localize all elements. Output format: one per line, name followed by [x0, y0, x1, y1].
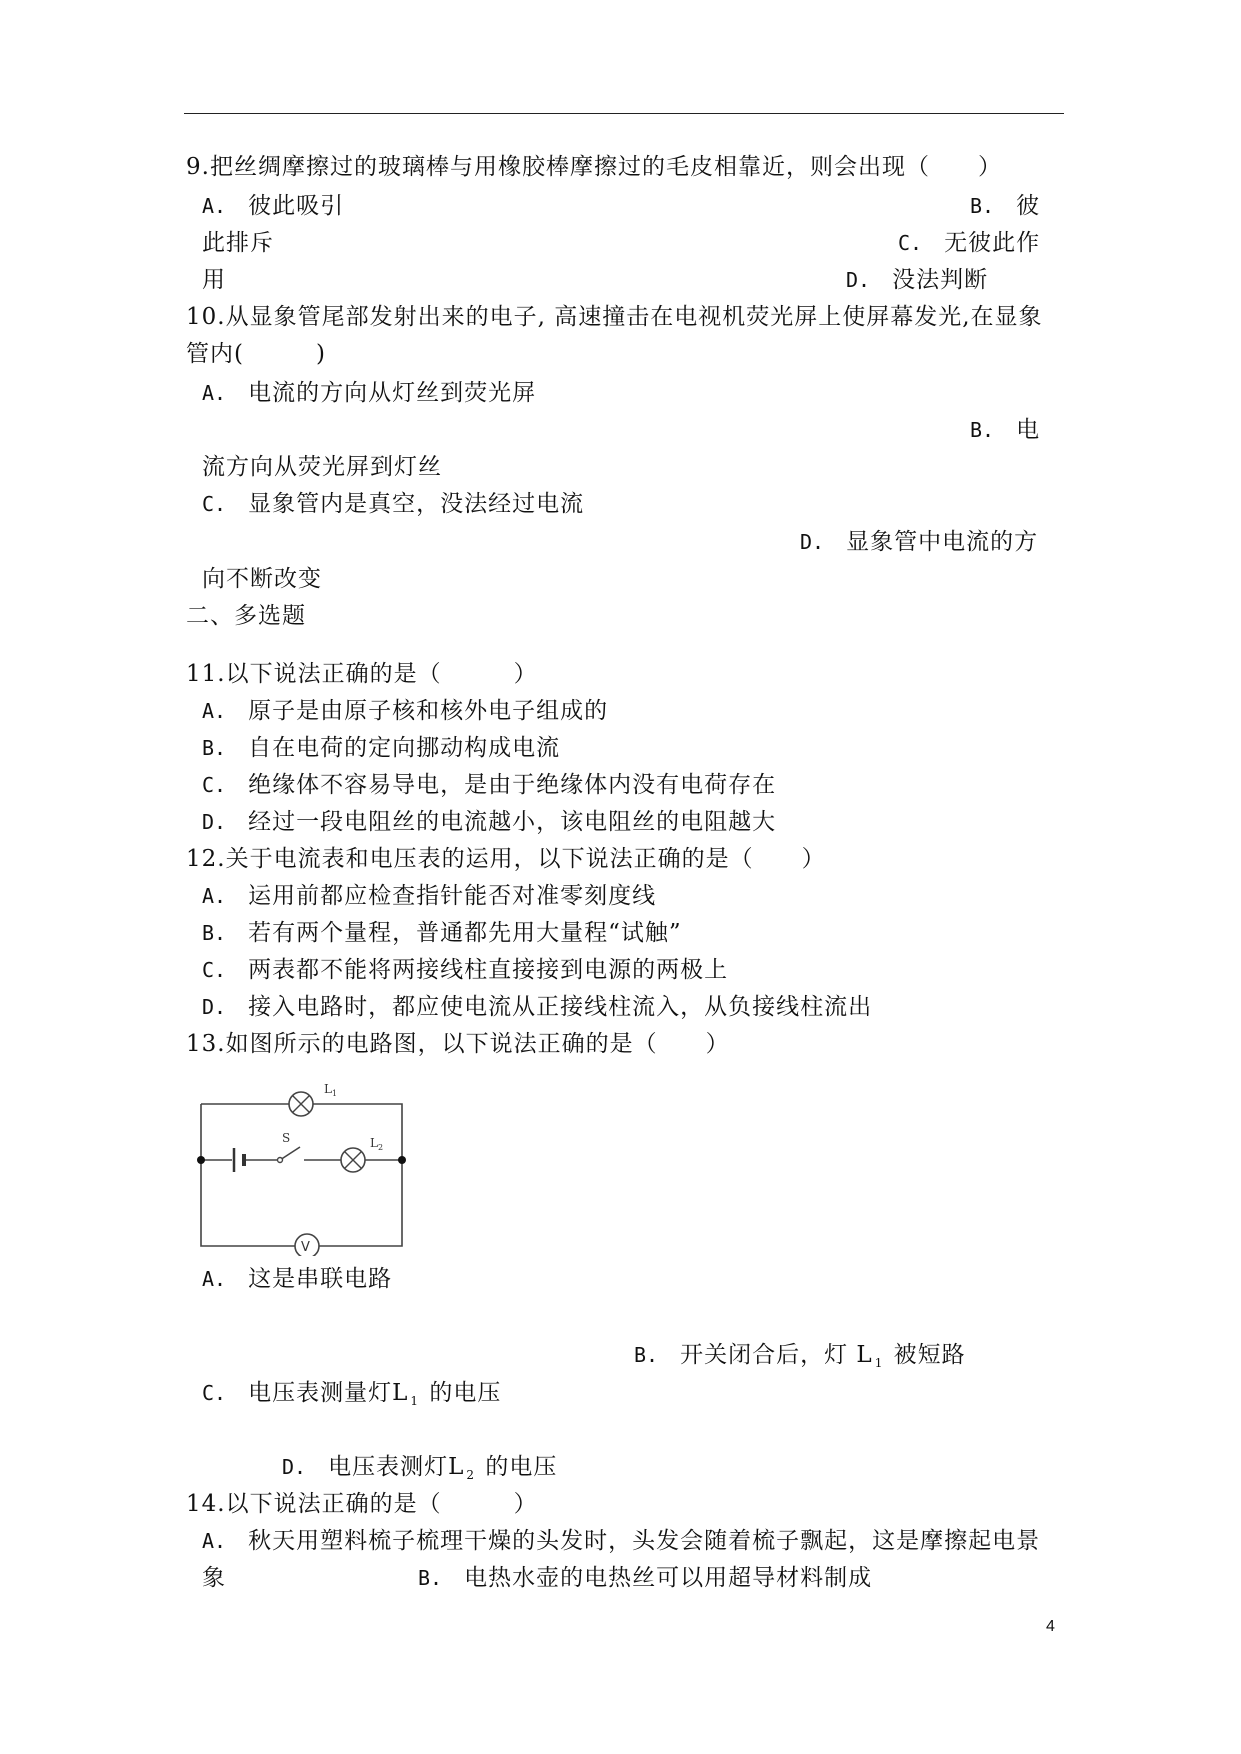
q12-option-d[interactable]: [202, 992, 872, 1022]
q13-option-b-label: B.: [634, 1343, 659, 1367]
q13-option-a-text: 这是串联电路: [248, 1266, 393, 1292]
q14-option-a[interactable]: [202, 1526, 1040, 1556]
q13-option-d-pre: 电压表测灯L: [328, 1454, 465, 1480]
q10-option-a-label: A.: [202, 381, 227, 405]
switch-label: S: [282, 1131, 291, 1145]
q13-option-c-label: C.: [202, 1381, 227, 1405]
q13-stem: 13.如图所示的电路图，以下说法正确的是（ ）: [186, 1031, 730, 1057]
q12-option-c[interactable]: [202, 955, 728, 985]
circuit-diagram: [194, 1084, 434, 1256]
q10-option-d[interactable]: [800, 527, 1038, 557]
q10-option-b-cont: 流方向从荧光屏到灯丝: [202, 454, 442, 480]
q11-option-c[interactable]: [202, 770, 776, 800]
q9-option-d[interactable]: [846, 265, 988, 295]
q13-option-c-pre: 电压表测量灯L: [248, 1380, 409, 1406]
page-number: 4: [1046, 1618, 1055, 1635]
q9-option-a-text: 彼此吸引: [248, 193, 345, 219]
q11-option-c-label: C.: [202, 773, 227, 797]
q14-option-a-text: 秋天用塑料梳子梳理干燥的头发时，头发会随着梳子飘起，这是摩擦起电景: [248, 1528, 1041, 1554]
lamp-l1-label: $L_1$: [324, 1084, 338, 1098]
q9-option-b-cont: 此排斥: [202, 230, 274, 256]
q11-option-d-text: 经过一段电阻丝的电流越小，该电阻丝的电阻越大: [248, 809, 777, 835]
q13-option-b-post: 被短路: [885, 1342, 966, 1368]
q10-option-d-cont: 向不断改变: [202, 566, 322, 592]
q13-option-a-label: A.: [202, 1267, 227, 1291]
q10-stem-line2: 管内( ): [186, 341, 326, 367]
q13-option-c-post: 的电压: [421, 1380, 502, 1406]
q10-option-a[interactable]: [202, 378, 536, 408]
q12-option-d-text: 接入电路时，都应使电流从正接线柱流入，从负接线柱流出: [248, 994, 873, 1020]
q9-option-c-label: C.: [898, 231, 923, 255]
q9-option-c-cont: 用: [202, 267, 226, 293]
q12-option-a-text: 运用前都应检查指针能否对准零刻度线: [248, 883, 657, 909]
q14-option-b[interactable]: [418, 1563, 872, 1593]
q9-option-b-label: B.: [970, 194, 995, 218]
q11-option-d[interactable]: [202, 807, 776, 837]
q9-option-d-label: D.: [846, 268, 871, 292]
q13-option-b[interactable]: [634, 1340, 966, 1378]
q14-option-a-cont: 象: [202, 1565, 226, 1591]
header-rule: [184, 113, 1064, 114]
switch-blade: [280, 1147, 300, 1160]
q9-option-b-text: 彼: [1016, 193, 1041, 219]
q9-stem: 9.把丝绸摩擦过的玻璃棒与用橡胶棒摩擦过的毛皮相靠近，则会出现（ ）: [186, 154, 1002, 180]
q12-option-c-text: 两表都不能将两接线柱直接接到电源的两极上: [248, 957, 729, 983]
q12-option-a-label: A.: [202, 884, 227, 908]
q11-option-b-label: B.: [202, 736, 227, 760]
q13-option-c-sub: 1: [410, 1394, 420, 1408]
q10-option-b[interactable]: [970, 415, 1040, 445]
junction-left: [197, 1156, 205, 1164]
q9-option-c[interactable]: [898, 228, 1040, 258]
q10-option-b-text: 电: [1016, 417, 1041, 443]
q10-stem-line1: 10.从显象管尾部发射出来的电子, 高速撞击在电视机荧光屏上使屏幕发光,在显象: [186, 304, 1043, 330]
q11-option-d-label: D.: [202, 810, 227, 834]
q11-option-b[interactable]: [202, 733, 560, 763]
q13-option-b-sub: 1: [874, 1356, 884, 1370]
q13-option-d[interactable]: [282, 1452, 557, 1490]
q11-stem: 11.以下说法正确的是（ ）: [186, 661, 538, 687]
q10-option-d-text: 显象管中电流的方: [846, 529, 1039, 555]
q11-option-a[interactable]: [202, 696, 608, 726]
q12-option-c-label: C.: [202, 958, 227, 982]
q9-option-a[interactable]: [202, 191, 344, 221]
q10-option-c-label: C.: [202, 492, 227, 516]
junction-right: [398, 1156, 406, 1164]
circuit-wires: [201, 1104, 402, 1246]
q11-option-a-text: 原子是由原子核和核外电子组成的: [248, 698, 609, 724]
lamp-l2-label: $L_2$: [370, 1136, 384, 1152]
q12-stem: 12.关于电流表和电压表的运用，以下说法正确的是（ ）: [186, 846, 826, 872]
q10-option-c[interactable]: [202, 489, 584, 519]
lamp-l1: [289, 1092, 313, 1116]
q11-option-c-text: 绝缘体不容易导电，是由于绝缘体内没有电荷存在: [248, 772, 777, 798]
section-title: 二、多选题: [186, 603, 306, 629]
q9-option-a-label: A.: [202, 194, 227, 218]
q14-option-b-label: B.: [418, 1566, 443, 1590]
q9-option-b[interactable]: [970, 191, 1040, 221]
q9-option-c-text: 无彼此作: [944, 230, 1041, 256]
q10-option-a-text: 电流的方向从灯丝到荧光屏: [248, 380, 537, 406]
q12-option-d-label: D.: [202, 995, 227, 1019]
q11-option-b-text: 自在电荷的定向挪动构成电流: [248, 735, 561, 761]
q14-stem: 14.以下说法正确的是（ ）: [186, 1491, 538, 1517]
q13-option-d-sub: 2: [466, 1468, 476, 1482]
q10-option-b-label: B.: [970, 418, 995, 442]
voltmeter-label: V: [301, 1240, 310, 1255]
q12-option-b-text: 若有两个量程，普通都先用大量程“试触”: [248, 920, 682, 946]
lamp-l2: [341, 1148, 365, 1172]
q12-option-a[interactable]: [202, 881, 656, 911]
q13-option-d-label: D.: [282, 1455, 307, 1479]
wire-bottom: [201, 1104, 402, 1246]
q12-option-b-label: B.: [202, 921, 227, 945]
q10-option-d-label: D.: [800, 530, 825, 554]
switch-pivot: [278, 1158, 283, 1163]
q13-option-d-post: 的电压: [477, 1454, 558, 1480]
q13-option-a[interactable]: [202, 1264, 392, 1294]
q14-option-a-label: A.: [202, 1529, 227, 1553]
q13-option-c[interactable]: [202, 1378, 501, 1416]
q11-option-a-label: A.: [202, 699, 227, 723]
q9-option-d-text: 没法判断: [892, 267, 989, 293]
q12-option-b[interactable]: [202, 918, 682, 948]
q10-option-c-text: 显象管内是真空，没法经过电流: [248, 491, 585, 517]
q13-option-b-pre: 开关闭合后，灯 L: [680, 1342, 873, 1368]
q14-option-b-text: 电热水壶的电热丝可以用超导材料制成: [464, 1565, 873, 1591]
